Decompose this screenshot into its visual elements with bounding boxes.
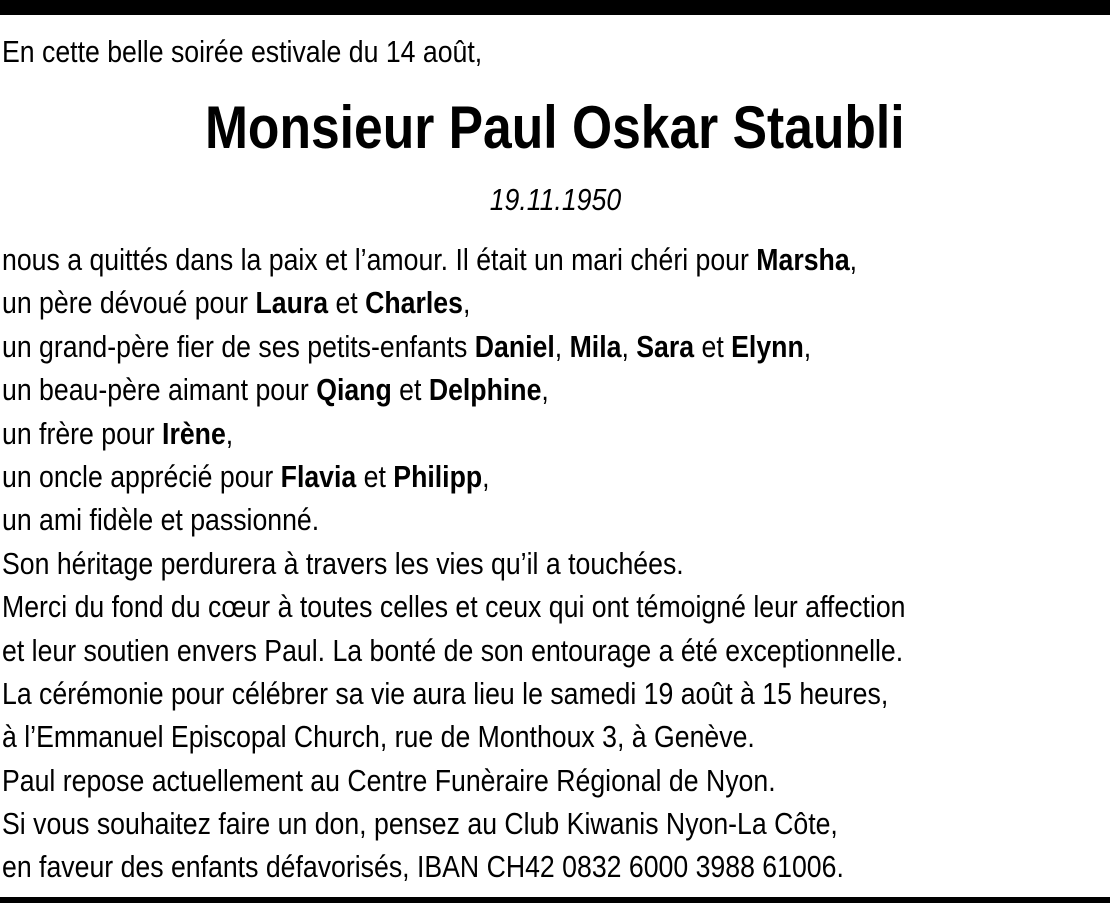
notice-text: nous a quittés dans la paix et l’amour. Il était un mari chéri pour	[2, 242, 757, 277]
notice-text: un grand-père fier de ses petits-enfants	[2, 328, 475, 364]
notice-line	[2, 455, 905, 498]
notice-line	[2, 238, 905, 281]
notice-text: Paul repose actuellement au Centre Funèraire Régional de Nyon.	[2, 762, 776, 798]
notice-text: ,	[621, 328, 637, 364]
notice-text: un frère pour	[2, 415, 163, 451]
intro-line: En cette belle soirée estivale du 14 août,	[2, 34, 483, 69]
notice-text: en faveur des enfants défavorisés, IBAN CH42 0832 6000 3988 61006.	[2, 849, 844, 885]
notice-text: ,	[554, 328, 570, 364]
deceased-name-text: Monsieur Paul Oskar Staubli	[205, 94, 905, 161]
top-rule	[0, 0, 1110, 15]
notice-text: ,	[803, 328, 812, 364]
notice-line	[2, 585, 905, 628]
family-member-name: Philipp	[393, 458, 483, 494]
notice-text: Si vous souhaitez faire un don, pensez au Club Kiwanis Nyon-La Côte,	[2, 806, 838, 842]
family-member-name: Daniel	[474, 328, 555, 364]
notice-text: et	[356, 458, 394, 494]
notice-line	[2, 629, 905, 672]
family-member-name: Delphine	[428, 372, 542, 408]
family-member-name: Laura	[255, 285, 329, 321]
notice-text: ,	[462, 285, 471, 321]
notice-text: et	[391, 372, 429, 408]
notice-text: ,	[541, 372, 549, 408]
notice-line	[2, 368, 905, 411]
family-member-name: Sara	[636, 328, 695, 364]
family-member-name: Marsha	[756, 242, 850, 277]
family-member-name: Mila	[569, 328, 622, 364]
family-member-name: Charles	[365, 285, 463, 321]
birth-date	[0, 178, 1110, 222]
notice-text: et	[694, 328, 732, 364]
notice-line	[2, 412, 905, 455]
notice-line	[2, 802, 905, 845]
notice-text: ,	[482, 458, 490, 494]
family-member-name: Qiang	[316, 372, 392, 408]
notice-text: ,	[225, 415, 234, 451]
notice-text: un ami fidèle et passionné.	[2, 502, 320, 538]
notice-text: et leur soutien envers Paul. La bonté de son entourage a été exceptionnelle.	[2, 632, 904, 668]
notice-line	[2, 281, 905, 324]
notice-line	[2, 325, 905, 368]
notice-text: un oncle apprécié pour	[2, 458, 281, 494]
bottom-rule	[0, 897, 1110, 903]
notice-text: Son héritage perdurera à travers les vies qu’il a touchées.	[2, 545, 684, 581]
family-member-name: Elynn	[731, 328, 804, 364]
notice-text: ,	[849, 242, 858, 277]
notice-text: à l’Emmanuel Episcopal Church, rue de Monthoux 3, à Genève.	[2, 719, 755, 755]
notice-body	[2, 238, 905, 889]
notice-text: Merci du fond du cœur à toutes celles et ceux qui ont témoigné leur affection	[2, 589, 906, 625]
notice-text: un père dévoué pour	[2, 285, 256, 321]
notice-text: et	[328, 285, 366, 321]
deceased-name	[0, 88, 1110, 168]
notice-line	[2, 759, 905, 802]
notice-line	[2, 542, 905, 585]
family-member-name: Flavia	[280, 458, 357, 494]
notice-line	[2, 715, 905, 758]
notice-line	[2, 845, 905, 888]
notice-line	[2, 672, 905, 715]
notice-text: un beau-père aimant pour	[2, 372, 317, 408]
birth-date-text: 19.11.1950	[489, 182, 621, 217]
notice-text: La cérémonie pour célébrer sa vie aura lieu le samedi 19 août à 15 heures,	[2, 675, 889, 711]
notice-line	[2, 498, 905, 541]
family-member-name: Irène	[162, 415, 226, 451]
